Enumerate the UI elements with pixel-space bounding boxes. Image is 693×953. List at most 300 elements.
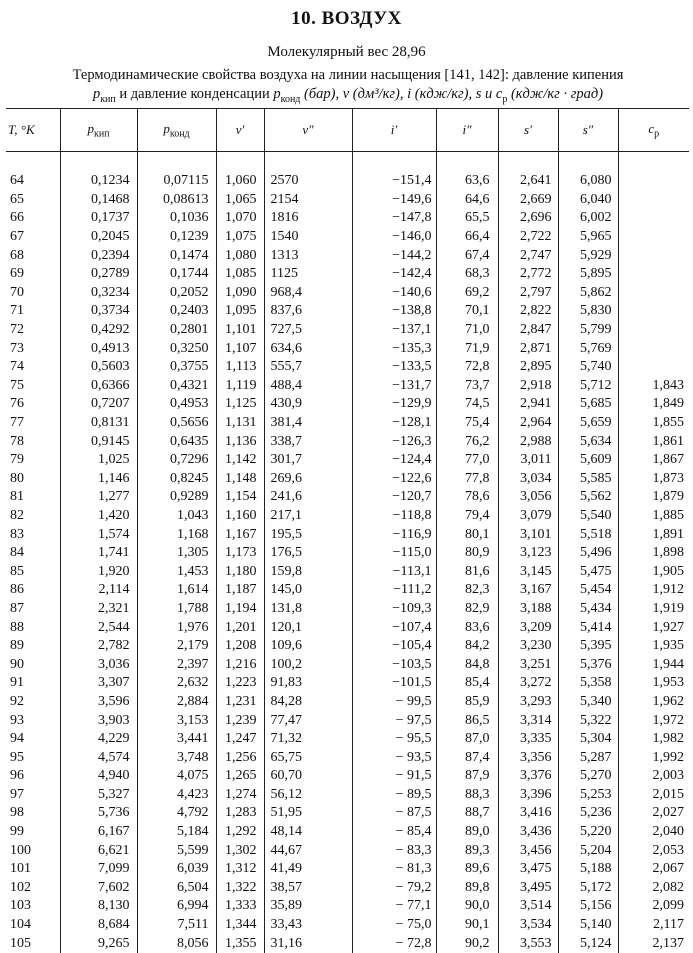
cell-s-liquid: 2,847 [498, 321, 558, 340]
cell-cp: 2,003 [618, 767, 689, 786]
table-row [6, 581, 689, 600]
cell-p-kond: 0,07115 [137, 172, 216, 191]
cell-cp [618, 358, 689, 377]
cell-i-vapor: 63,6 [436, 172, 498, 191]
cell-s-liquid: 3,335 [498, 730, 558, 749]
cell-s-vapor: 5,204 [558, 841, 618, 860]
cell-i-liquid: −142,4 [352, 265, 436, 284]
cell-cp: 1,885 [618, 507, 689, 526]
cell-temperature: 73 [10, 340, 24, 356]
cell-v-vapor: 120,1 [264, 618, 352, 637]
header-p-kip-subscript: кип [93, 128, 110, 140]
cell-v-vapor: 131,8 [264, 600, 352, 619]
cell-cp: 1,962 [618, 693, 689, 712]
cell-s-liquid: 3,251 [498, 655, 558, 674]
cell-v-vapor: 38,57 [264, 879, 352, 898]
cell-s-liquid: 3,145 [498, 562, 558, 581]
cell-v-vapor: 48,14 [264, 823, 352, 842]
table-row [6, 674, 689, 693]
cell-temperature: 86 [10, 582, 24, 598]
cell-p-kip: 8,130 [60, 897, 137, 916]
cell-cp: 1,861 [618, 432, 689, 451]
cell-temperature: 64 [10, 173, 24, 189]
cell-v-liquid: 1,223 [216, 674, 264, 693]
caption-p-kond-symbol: p [273, 86, 281, 102]
cell-s-vapor: 6,080 [558, 172, 618, 191]
cell-i-vapor: 81,6 [436, 562, 498, 581]
cell-v-liquid: 1,060 [216, 172, 264, 191]
cell-v-liquid: 1,231 [216, 693, 264, 712]
cell-cp: 1,843 [618, 377, 689, 396]
cell-v-liquid: 1,344 [216, 916, 264, 935]
table-row [6, 934, 689, 953]
cell-cp [618, 302, 689, 321]
cell-s-vapor: 6,002 [558, 209, 618, 228]
cell-temperature: 100 [10, 842, 31, 858]
cell-temperature: 99 [10, 824, 24, 840]
cell-p-kond: 6,994 [137, 897, 216, 916]
cell-temperature: 70 [10, 284, 24, 300]
header-v-vapor: v″ [264, 109, 352, 152]
cell-v-liquid: 1,312 [216, 860, 264, 879]
table-row [6, 265, 689, 284]
table-row [6, 451, 689, 470]
cell-i-vapor: 75,4 [436, 414, 498, 433]
cell-s-vapor: 5,929 [558, 246, 618, 265]
table-row [6, 711, 689, 730]
cell-v-vapor: 195,5 [264, 525, 352, 544]
cell-v-liquid: 1,070 [216, 209, 264, 228]
table-caption [6, 66, 690, 109]
cell-i-vapor: 67,4 [436, 246, 498, 265]
table-row [6, 246, 689, 265]
caption-line1: Термодинамические свойства воздуха на линии насыщения [141, 142]: давление кипения [72, 67, 624, 83]
cell-s-vapor: 5,188 [558, 860, 618, 879]
cell-temperature: 88 [10, 619, 24, 635]
cell-s-vapor: 5,220 [558, 823, 618, 842]
cell-s-liquid: 3,436 [498, 823, 558, 842]
table-row [6, 209, 689, 228]
table-row [6, 525, 689, 544]
cell-i-vapor: 64,6 [436, 191, 498, 210]
cell-p-kond: 4,792 [137, 804, 216, 823]
table-row [6, 730, 689, 749]
cell-s-liquid: 3,314 [498, 711, 558, 730]
cell-i-liquid: −124,4 [352, 451, 436, 470]
cell-i-vapor: 87,0 [436, 730, 498, 749]
table-row [6, 432, 689, 451]
cell-p-kond: 7,511 [137, 916, 216, 935]
cell-cp: 2,015 [618, 786, 689, 805]
cell-p-kond: 2,632 [137, 674, 216, 693]
table-row [6, 321, 689, 340]
cell-p-kip: 0,1468 [60, 191, 137, 210]
table-row [6, 470, 689, 489]
cell-v-vapor: 241,6 [264, 488, 352, 507]
cell-p-kip: 1,277 [60, 488, 137, 507]
caption-p-kip-symbol: p [92, 86, 101, 102]
cell-v-vapor: 381,4 [264, 414, 352, 433]
cell-i-liquid: −103,5 [352, 655, 436, 674]
cell-i-liquid: −137,1 [352, 321, 436, 340]
cell-v-vapor: 109,6 [264, 637, 352, 656]
cell-s-vapor: 5,156 [558, 897, 618, 916]
table-row [6, 172, 689, 191]
cell-cp: 1,992 [618, 748, 689, 767]
cell-p-kip: 0,4913 [60, 339, 137, 358]
cell-i-liquid: −126,3 [352, 432, 436, 451]
cell-s-vapor: 6,040 [558, 191, 618, 210]
cell-v-vapor: 31,16 [264, 934, 352, 953]
cell-i-liquid: −107,4 [352, 618, 436, 637]
cell-p-kond: 0,2052 [137, 284, 216, 303]
cell-v-liquid: 1,302 [216, 841, 264, 860]
cell-v-vapor: 91,83 [264, 674, 352, 693]
cell-p-kond: 0,8245 [137, 470, 216, 489]
cell-i-liquid: −109,3 [352, 600, 436, 619]
cell-p-kip: 1,146 [60, 470, 137, 489]
cell-p-kond: 6,039 [137, 860, 216, 879]
caption-p-kond-subscript: конд [280, 93, 301, 105]
cell-v-vapor: 634,6 [264, 339, 352, 358]
cell-s-liquid: 3,356 [498, 748, 558, 767]
cell-i-vapor: 72,8 [436, 358, 498, 377]
header-p-kond-subscript: конд [169, 128, 190, 140]
cell-v-vapor: 488,4 [264, 377, 352, 396]
cell-s-liquid: 2,772 [498, 265, 558, 284]
cell-v-vapor: 65,75 [264, 748, 352, 767]
cell-s-liquid: 3,079 [498, 507, 558, 526]
cell-p-kond: 5,184 [137, 823, 216, 842]
cell-cp: 1,898 [618, 544, 689, 563]
cell-p-kip: 4,940 [60, 767, 137, 786]
cell-v-liquid: 1,322 [216, 879, 264, 898]
cell-p-kip: 2,782 [60, 637, 137, 656]
cell-s-vapor: 5,253 [558, 786, 618, 805]
cell-p-kond: 3,153 [137, 711, 216, 730]
caption-units-end: (кдж/кг · град) [507, 86, 604, 102]
cell-s-liquid: 2,941 [498, 395, 558, 414]
cell-temperature: 92 [10, 693, 24, 709]
cell-i-vapor: 71,0 [436, 321, 498, 340]
cell-i-liquid: −101,5 [352, 674, 436, 693]
cell-s-vapor: 5,287 [558, 748, 618, 767]
cell-p-kond: 2,397 [137, 655, 216, 674]
cell-p-kip: 0,8131 [60, 414, 137, 433]
cell-temperature: 71 [10, 303, 24, 319]
cell-v-vapor: 33,43 [264, 916, 352, 935]
cell-p-kond: 1,043 [137, 507, 216, 526]
cell-i-liquid: − 99,5 [352, 693, 436, 712]
table-row [6, 618, 689, 637]
cell-i-liquid: −122,6 [352, 470, 436, 489]
cell-i-liquid: −149,6 [352, 191, 436, 210]
header-temperature: T, °K [6, 109, 60, 152]
cell-v-liquid: 1,216 [216, 655, 264, 674]
cell-v-liquid: 1,247 [216, 730, 264, 749]
cell-p-kip: 2,321 [60, 600, 137, 619]
table-row [6, 804, 689, 823]
cell-i-vapor: 84,2 [436, 637, 498, 656]
cell-s-vapor: 5,685 [558, 395, 618, 414]
cell-v-liquid: 1,292 [216, 823, 264, 842]
cell-v-vapor: 84,28 [264, 693, 352, 712]
header-p-kond-symbol: p [163, 120, 170, 136]
table-row [6, 786, 689, 805]
cell-cp: 2,067 [618, 860, 689, 879]
cell-v-vapor: 145,0 [264, 581, 352, 600]
cell-s-vapor: 5,172 [558, 879, 618, 898]
cell-i-vapor: 77,0 [436, 451, 498, 470]
cell-p-kip: 0,7207 [60, 395, 137, 414]
cell-v-vapor: 2570 [264, 172, 352, 191]
cell-i-liquid: − 85,4 [352, 823, 436, 842]
cell-i-liquid: − 77,1 [352, 897, 436, 916]
cell-p-kond: 1,976 [137, 618, 216, 637]
cell-temperature: 87 [10, 600, 24, 616]
cell-temperature: 98 [10, 805, 24, 821]
cell-v-vapor: 727,5 [264, 321, 352, 340]
cell-cp [618, 228, 689, 247]
cell-p-kip: 0,9145 [60, 432, 137, 451]
table-row [6, 879, 689, 898]
cell-v-liquid: 1,136 [216, 432, 264, 451]
cell-s-liquid: 2,696 [498, 209, 558, 228]
cell-v-liquid: 1,101 [216, 321, 264, 340]
cell-p-kip: 7,602 [60, 879, 137, 898]
cell-cp: 1,982 [618, 730, 689, 749]
cell-v-vapor: 2154 [264, 191, 352, 210]
cell-cp [618, 284, 689, 303]
cell-cp: 1,867 [618, 451, 689, 470]
cell-i-liquid: − 91,5 [352, 767, 436, 786]
table-row [6, 284, 689, 303]
cell-i-vapor: 87,4 [436, 748, 498, 767]
cell-cp: 1,912 [618, 581, 689, 600]
cell-p-kip: 0,2045 [60, 228, 137, 247]
cell-i-vapor: 90,2 [436, 934, 498, 953]
cell-temperature: 68 [10, 247, 24, 263]
cell-s-vapor: 5,304 [558, 730, 618, 749]
cell-temperature: 102 [10, 879, 31, 895]
cell-temperature: 75 [10, 377, 24, 393]
table-row [6, 767, 689, 786]
cell-cp: 1,944 [618, 655, 689, 674]
table-row [6, 395, 689, 414]
cell-v-vapor: 44,67 [264, 841, 352, 860]
header-s-vapor: s″ [558, 109, 618, 152]
cell-i-vapor: 76,2 [436, 432, 498, 451]
cell-p-kip: 1,920 [60, 562, 137, 581]
cell-cp: 1,927 [618, 618, 689, 637]
cell-p-kond: 1,788 [137, 600, 216, 619]
cell-i-liquid: −151,4 [352, 172, 436, 191]
cell-cp: 2,082 [618, 879, 689, 898]
cell-i-liquid: − 87,5 [352, 804, 436, 823]
table-row [6, 655, 689, 674]
cell-s-liquid: 3,230 [498, 637, 558, 656]
cell-cp: 2,053 [618, 841, 689, 860]
cell-p-kip: 3,307 [60, 674, 137, 693]
table-row [6, 841, 689, 860]
cell-p-kip: 5,327 [60, 786, 137, 805]
cell-p-kip: 0,1234 [60, 172, 137, 191]
cell-i-liquid: −138,8 [352, 302, 436, 321]
cell-v-liquid: 1,256 [216, 748, 264, 767]
cell-cp [618, 172, 689, 191]
cell-s-vapor: 5,562 [558, 488, 618, 507]
cell-i-vapor: 86,5 [436, 711, 498, 730]
cell-s-vapor: 5,454 [558, 581, 618, 600]
cell-v-liquid: 1,355 [216, 934, 264, 953]
cell-p-kip: 3,036 [60, 655, 137, 674]
cell-cp: 2,027 [618, 804, 689, 823]
cell-s-liquid: 3,534 [498, 916, 558, 935]
cell-s-liquid: 2,797 [498, 284, 558, 303]
cell-s-vapor: 5,434 [558, 600, 618, 619]
cell-i-liquid: −146,0 [352, 228, 436, 247]
saturation-properties-table [6, 108, 689, 953]
cell-i-liquid: −140,6 [352, 284, 436, 303]
cell-temperature: 90 [10, 656, 24, 672]
cell-i-vapor: 80,1 [436, 525, 498, 544]
cell-s-liquid: 2,964 [498, 414, 558, 433]
cell-p-kip: 1,741 [60, 544, 137, 563]
table-row [6, 488, 689, 507]
cell-p-kond: 0,1036 [137, 209, 216, 228]
cell-i-vapor: 78,6 [436, 488, 498, 507]
cell-p-kip: 0,5603 [60, 358, 137, 377]
cell-v-liquid: 1,283 [216, 804, 264, 823]
cell-i-vapor: 66,4 [436, 228, 498, 247]
cell-cp: 1,905 [618, 562, 689, 581]
cell-temperature: 66 [10, 210, 24, 226]
cell-p-kond: 8,056 [137, 934, 216, 953]
cell-v-vapor: 968,4 [264, 284, 352, 303]
cell-cp: 2,040 [618, 823, 689, 842]
cell-temperature: 103 [10, 898, 31, 914]
cell-v-liquid: 1,131 [216, 414, 264, 433]
cell-cp: 1,891 [618, 525, 689, 544]
caption-p-kip-subscript: кип [100, 93, 116, 105]
cell-temperature: 85 [10, 563, 24, 579]
cell-v-liquid: 1,194 [216, 600, 264, 619]
cell-p-kond: 0,1744 [137, 265, 216, 284]
cell-s-vapor: 5,322 [558, 711, 618, 730]
cell-i-vapor: 89,8 [436, 879, 498, 898]
cell-v-vapor: 56,12 [264, 786, 352, 805]
header-p-kip [60, 109, 137, 152]
cell-p-kond: 3,441 [137, 730, 216, 749]
cell-p-kond: 0,3250 [137, 339, 216, 358]
cell-v-liquid: 1,125 [216, 395, 264, 414]
cell-s-vapor: 5,236 [558, 804, 618, 823]
cell-i-liquid: −116,9 [352, 525, 436, 544]
cell-p-kond: 0,9289 [137, 488, 216, 507]
cell-v-vapor: 100,2 [264, 655, 352, 674]
cell-s-liquid: 2,871 [498, 339, 558, 358]
cell-cp: 1,873 [618, 470, 689, 489]
header-v-liquid: v′ [216, 109, 264, 152]
cell-p-kond: 6,504 [137, 879, 216, 898]
cell-s-vapor: 5,496 [558, 544, 618, 563]
cell-v-vapor: 1313 [264, 246, 352, 265]
cell-v-liquid: 1,095 [216, 302, 264, 321]
cell-v-liquid: 1,160 [216, 507, 264, 526]
cell-v-vapor: 176,5 [264, 544, 352, 563]
table-row [6, 637, 689, 656]
cell-s-vapor: 5,270 [558, 767, 618, 786]
cell-i-vapor: 79,4 [436, 507, 498, 526]
cell-v-liquid: 1,154 [216, 488, 264, 507]
cell-v-vapor: 301,7 [264, 451, 352, 470]
cell-s-liquid: 2,641 [498, 172, 558, 191]
cell-s-vapor: 5,340 [558, 693, 618, 712]
cell-p-kond: 0,4321 [137, 377, 216, 396]
cell-temperature: 101 [10, 861, 31, 877]
cell-i-liquid: − 89,5 [352, 786, 436, 805]
cell-i-vapor: 74,5 [436, 395, 498, 414]
cell-v-liquid: 1,119 [216, 377, 264, 396]
cell-p-kip: 6,167 [60, 823, 137, 842]
cell-v-liquid: 1,080 [216, 246, 264, 265]
cell-cp: 2,137 [618, 934, 689, 953]
cell-p-kond: 0,08613 [137, 191, 216, 210]
cell-p-kond: 1,305 [137, 544, 216, 563]
cell-p-kip: 3,903 [60, 711, 137, 730]
cell-i-liquid: −111,2 [352, 581, 436, 600]
cell-p-kip: 0,6366 [60, 377, 137, 396]
cell-p-kond: 1,614 [137, 581, 216, 600]
cell-p-kip: 2,114 [60, 581, 137, 600]
cell-temperature: 91 [10, 675, 24, 691]
cell-s-vapor: 5,830 [558, 302, 618, 321]
cell-i-vapor: 88,3 [436, 786, 498, 805]
cell-i-vapor: 77,8 [436, 470, 498, 489]
cell-s-liquid: 3,272 [498, 674, 558, 693]
cell-s-vapor: 5,585 [558, 470, 618, 489]
cell-v-vapor: 430,9 [264, 395, 352, 414]
cell-temperature: 105 [10, 935, 31, 951]
cell-i-liquid: − 79,2 [352, 879, 436, 898]
table-row [6, 414, 689, 433]
table-spacer-row [6, 152, 689, 173]
caption-cp-subscript: p [502, 93, 508, 105]
cell-p-kip: 6,621 [60, 841, 137, 860]
cell-s-liquid: 3,209 [498, 618, 558, 637]
cell-s-liquid: 2,988 [498, 432, 558, 451]
cell-temperature: 83 [10, 526, 24, 542]
cell-p-kip: 4,229 [60, 730, 137, 749]
cell-s-vapor: 5,799 [558, 321, 618, 340]
cell-i-liquid: − 83,3 [352, 841, 436, 860]
cell-p-kip: 1,574 [60, 525, 137, 544]
cell-p-kond: 4,075 [137, 767, 216, 786]
table-row [6, 339, 689, 358]
cell-v-vapor: 41,49 [264, 860, 352, 879]
cell-p-kip: 2,544 [60, 618, 137, 637]
cell-i-liquid: −147,8 [352, 209, 436, 228]
cell-i-vapor: 83,6 [436, 618, 498, 637]
cell-p-kip: 0,2789 [60, 265, 137, 284]
page-title: 10. ВОЗДУХ [291, 8, 402, 29]
cell-i-vapor: 89,0 [436, 823, 498, 842]
cell-v-liquid: 1,075 [216, 228, 264, 247]
cell-p-kip: 1,025 [60, 451, 137, 470]
cell-s-vapor: 5,965 [558, 228, 618, 247]
cell-v-liquid: 1,085 [216, 265, 264, 284]
cell-v-vapor: 35,89 [264, 897, 352, 916]
